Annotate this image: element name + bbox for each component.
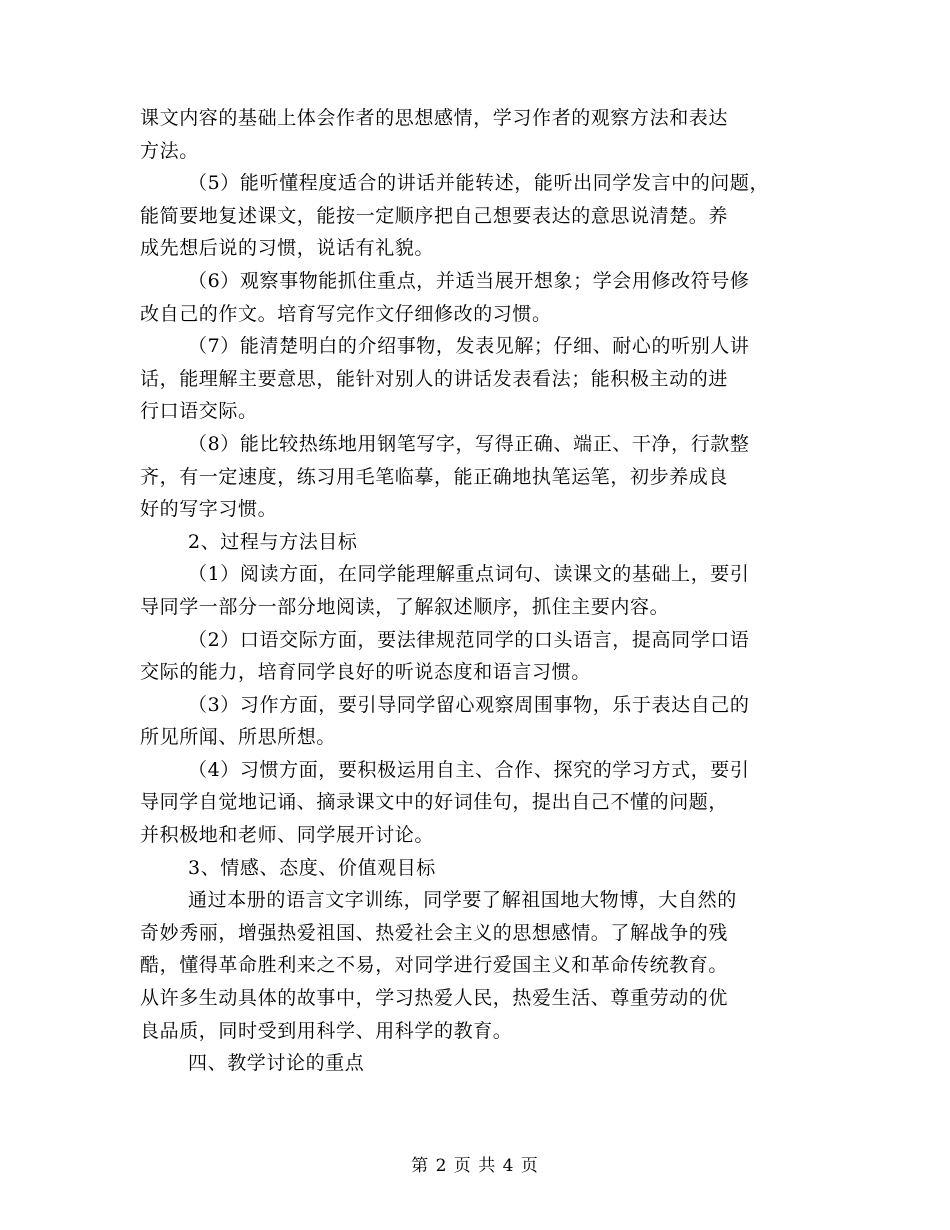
text-line: 所见所闻、所思所想。: [140, 726, 337, 749]
text-line: 导同学自觉地记诵、摘录课文中的好词佳句，提出自己不懂的问题，: [140, 791, 729, 814]
text-line: 酷，懂得革命胜利来之不易，对同学进行爱国主义和革命传统教育。: [140, 954, 729, 977]
text-line: （3）习作方面，要引导同学留心观察周围事物，乐于表达自己的: [188, 693, 750, 716]
text-line: 好的写字习惯。: [140, 498, 278, 521]
text-line: 奇妙秀丽，增强热爱祖国、热爱社会主义的思想感情。了解战争的残: [140, 921, 729, 944]
text-line: 3、情感、态度、价值观目标: [188, 856, 436, 879]
text-line: 能简要地复述课文，能按一定顺序把自己想要表达的意思说清楚。养: [140, 204, 729, 227]
text-line: （7）能清楚明白的介绍事物，发表见解；仔细、耐心的听别人讲: [188, 335, 750, 358]
text-line: 从许多生动具体的故事中，学习热爱人民，热爱生活、尊重劳动的优: [140, 987, 729, 1010]
text-line: 行口语交际。: [140, 400, 258, 423]
text-line: 课文内容的基础上体会作者的思想感情，学习作者的观察方法和表达: [140, 107, 729, 129]
text-line: （2）口语交际方面，要法律规范同学的口头语言，提高同学口语: [188, 628, 750, 651]
text-line: 导同学一部分一部分地阅读，了解叙述顺序，抓住主要内容。: [140, 595, 670, 618]
text-line: 齐，有一定速度，练习用毛笔临摹，能正确地执笔运笔，初步养成良: [140, 465, 729, 488]
text-line: 良品质，同时受到用科学、用科学的教育。: [140, 1019, 513, 1042]
text-line: （8）能比较热练地用钢笔写字，写得正确、端正、干净，行款整: [188, 432, 750, 455]
text-line: 成先想后说的习惯，说话有礼貌。: [140, 237, 435, 260]
body-text: [140, 102, 820, 1080]
text-line: 通过本册的语言文字训练，同学要了解祖国地大物博，大自然的: [188, 889, 737, 912]
text-line: （6）观察事物能抓住重点，并适当展开想象；学会用修改符号修: [188, 269, 750, 292]
text-line: （4）习惯方面，要积极运用自主、合作、探究的学习方式，要引: [188, 758, 750, 781]
text-line: 方法。: [140, 139, 199, 162]
page-footer: 第 2 页 共 4 页: [411, 1156, 539, 1176]
text-line: （1）阅读方面，在同学能理解重点词句、读课文的基础上，要引: [188, 563, 750, 586]
text-line: 话，能理解主要意思，能针对别人的讲话发表看法；能积极主动的进: [140, 367, 729, 390]
text-line: 2、过程与方法目标: [188, 530, 358, 553]
text-line: 四、教学讨论的重点: [188, 1052, 365, 1075]
text-line: 交际的能力，培育同学良好的听说态度和语言习惯。: [140, 661, 591, 684]
text-line: （5）能听懂程度适合的讲话并能转述，能听出同学发言中的问题，: [188, 172, 770, 195]
text-line: 改自己的作文。培育写完作文仔细修改的习惯。: [140, 302, 552, 325]
text-line: 并积极地和老师、同学展开讨论。: [140, 824, 435, 847]
